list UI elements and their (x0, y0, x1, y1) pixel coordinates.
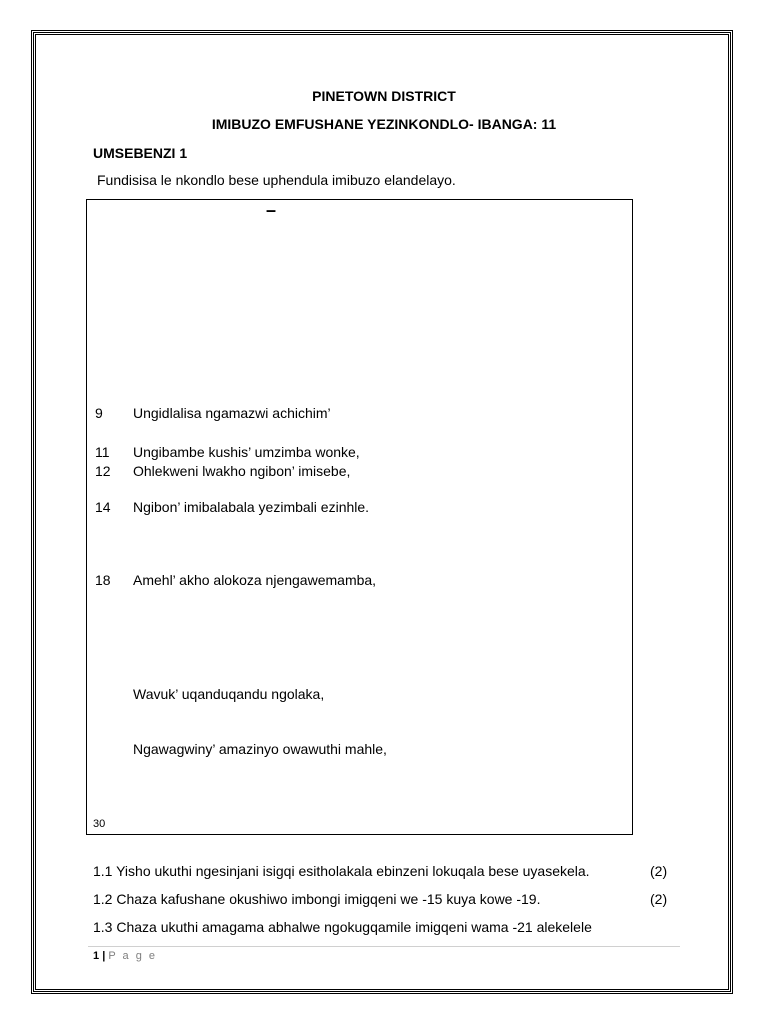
line-text: Ngibon’ imibalabala yezimbali ezinhle. (133, 499, 370, 515)
district-title: PINETOWN DISTRICT (312, 88, 456, 104)
poem-last-line-number: 30 (93, 818, 106, 830)
line-number: 14 (95, 499, 111, 515)
footer-separator: | (102, 950, 106, 962)
task-heading: UMSEBENZI 1 (93, 145, 188, 161)
page-footer (93, 950, 157, 962)
question-1-3: 1.3 Chaza ukuthi amagama abhalwe ngokugqamile imigqeni wama -21 alekelele (93, 919, 592, 935)
footer-divider (88, 946, 680, 947)
line-text: Ungidlalisa ngamazwi achichim’ (133, 405, 331, 421)
instruction-text: Fundisisa le nkondlo bese uphendula imibuzo elandelayo. (97, 172, 456, 188)
page-number: 1 (93, 950, 100, 962)
line-text: Ngawagwiny’ amazinyo owawuthi mahle, (133, 741, 387, 757)
question-1-1: 1.1 Yisho ukuthi ngesinjani isigqi esitholakala ebinzeni lokuqala bese uyasekela. (93, 863, 590, 879)
line-number: 12 (95, 463, 111, 479)
line-text: Amehl’ akho alokoza njengawemamba, (133, 572, 377, 588)
poem-title-dash: – (266, 200, 277, 220)
line-number: 11 (95, 444, 110, 460)
line-text: Ungibambe kushis’ umzimba wonke, (133, 444, 360, 460)
line-number: 18 (95, 572, 111, 588)
exam-subtitle: IMIBUZO EMFUSHANE YEZINKONDLO- IBANGA: 11 (211, 116, 557, 132)
question-1-2: 1.2 Chaza kafushane okushiwo imbongi imigqeni we -15 kuya kowe -19. (93, 891, 541, 907)
line-text: Ohlekweni lwakho ngibon’ imisebe, (133, 463, 351, 479)
line-number: 9 (95, 405, 103, 421)
line-text: Wavuk’ uqanduqandu ngolaka, (133, 686, 325, 702)
question-1-1-marks: (2) (650, 863, 668, 879)
question-1-2-marks: (2) (650, 891, 668, 907)
poem-box (86, 199, 633, 835)
page-label: P a g e (108, 950, 157, 962)
